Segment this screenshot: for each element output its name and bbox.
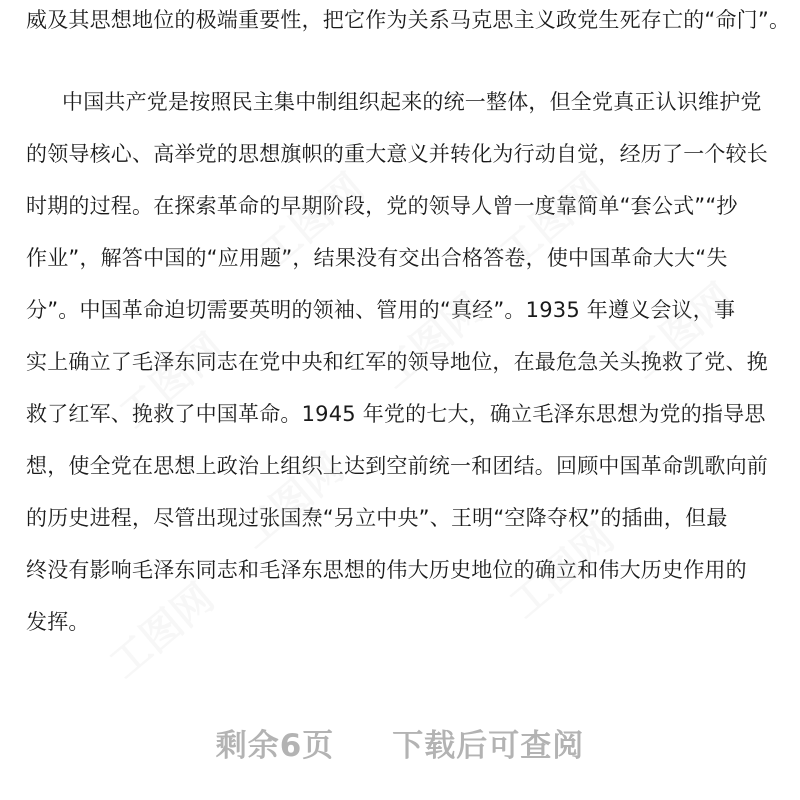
text-line: 发挥。 [26, 610, 90, 634]
text-line: 中国共产党是按照民主集中制组织起来的统一整体，但全党真正认识维护党 [62, 90, 762, 114]
text-line: 作业”，解答中国的“应用题”，结果没有交出合格答卷，使中国革命大大“失 [26, 246, 728, 270]
watermark: 工图网 [491, 164, 613, 278]
paragraph-fragment: 威及其思想地位的极端重要性，把它作为关系马克思主义政党生死存亡的“命门”。 [26, 8, 791, 32]
text-line: 分”。中国革命迫切需要英明的领袖、管用的“真经”。1935 年遵义会议，事 [26, 298, 736, 322]
text-line: 救了红军、挽救了中国革命。1945 年党的七大，确立毛泽东思想为党的指导思 [26, 402, 766, 426]
download-prompt[interactable] [0, 724, 800, 768]
watermark: 工图网 [251, 164, 373, 278]
text-line: 的历史进程，尽管出现过张国焘“另立中央”、王明“空降夺权”的插曲，但最 [26, 506, 728, 530]
main-paragraph [26, 76, 778, 648]
text-line: 终没有影响毛泽东同志和毛泽东思想的伟大历史地位的确立和伟大历史作用的 [26, 558, 747, 582]
text-line: 时期的过程。在探索革命的早期阶段，党的领导人曾一度靠简单“套公式”“抄 [26, 194, 738, 218]
text-line: 实上确立了毛泽东同志在党中央和红军的领导地位，在最危急关头挽救了党、挽 [26, 350, 768, 374]
watermark: 工图网 [371, 284, 493, 398]
watermark: 工图网 [501, 514, 623, 628]
text-line: 的领导核心、高举党的思想旗帜的重大意义并转化为行动自觉，经历了一个较长 [26, 142, 768, 166]
watermark: 工图网 [621, 274, 743, 388]
watermark: 工图网 [111, 324, 233, 438]
text-line: 想，使全党在思想上政治上组织上达到空前统一和团结。回顾中国革命凯歌向前 [26, 454, 768, 478]
watermark: 工图网 [231, 444, 353, 558]
watermark: 工图网 [101, 574, 223, 688]
remaining-pages-label: 剩余6页 [215, 728, 335, 764]
download-to-view-label[interactable]: 下载后可查阅 [392, 728, 585, 764]
